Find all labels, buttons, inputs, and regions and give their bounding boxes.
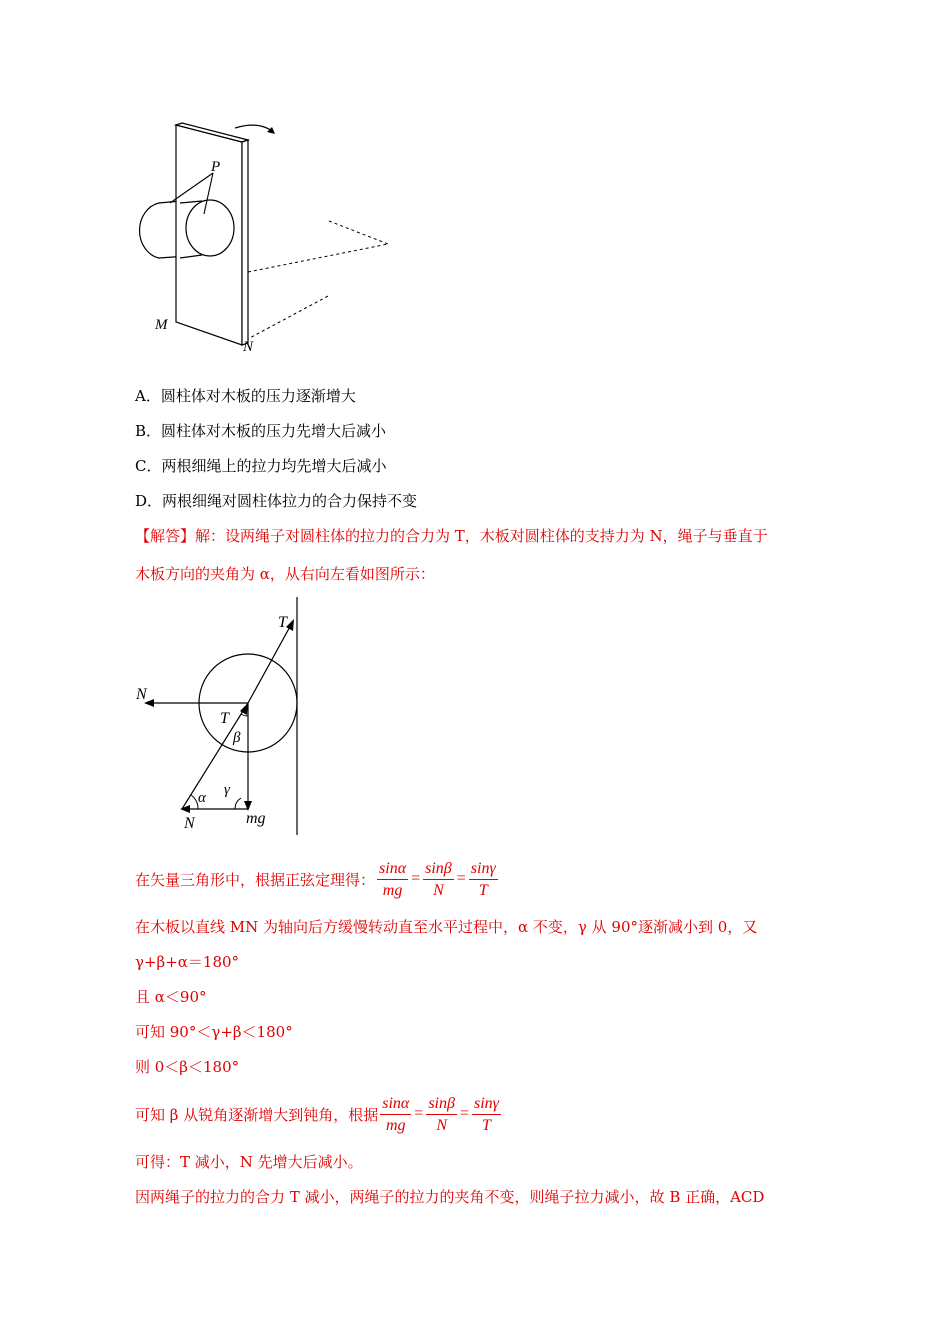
label-n-left: N (136, 686, 147, 703)
sine-law-row-2: 可知 β 从锐角逐渐增大到钝角，根据 $\frac{\sin\alpha}{mg}$ = $\frac{\sin\beta}{N}$ = $\frac{\sin\gamma}{T}$ (135, 1094, 499, 1134)
fraction-gamma-2: $\frac{\sin\gamma}{T}$ (474, 1094, 499, 1134)
fraction-beta: $\frac{\sin\beta}{N}$ (425, 859, 452, 899)
rotation-arrow (235, 125, 272, 131)
figure-board-cylinder (130, 115, 400, 360)
label-p: P (211, 159, 221, 175)
label-t-top: T (278, 614, 287, 631)
answer-tag: 【解答】 (135, 527, 196, 545)
figure-force-diagram (128, 595, 313, 840)
fraction-alpha-2: $\frac{\sin\alpha}{mg}$ (382, 1094, 410, 1134)
fraction-beta-2: $\frac{\sin\beta}{N}$ (428, 1094, 455, 1134)
label-t-mid: T (220, 710, 229, 727)
label-mg: mg (246, 810, 266, 827)
label-n: N (243, 339, 254, 355)
step-2: γ+β+α＝180° (135, 953, 240, 971)
conclusion-2: 因两绳子的拉力的合力 T 减小，两绳子的拉力的夹角不变，则绳子拉力减小，故 B 正确，ACD (135, 1188, 765, 1206)
label-beta: β (233, 730, 241, 746)
label-gamma: γ (224, 782, 230, 798)
sine-law-prefix-2: 可知 β 从锐角逐渐增大到钝角，根据 (135, 1105, 379, 1124)
n-arrowhead-bottom (180, 805, 190, 813)
sine-law-prefix: 在矢量三角形中，根据正弦定理得： (135, 870, 376, 889)
answer-line-2: 木板方向的夹角为 α，从右向左看如图所示： (135, 565, 435, 583)
label-alpha: α (198, 790, 206, 806)
answer-line-1 (135, 526, 768, 546)
t-arrowhead-top (286, 619, 294, 631)
answer-text-1: 解：设两绳子对圆柱体的拉力的合力为 T，木板对圆柱体的支持力为 N，绳子与垂直于 (195, 527, 768, 545)
step-1: 在木板以直线 MN 为轴向后方缓慢转动直至水平过程中，α 不变，γ 从 90°逐渐减小到 0，又 (135, 918, 758, 936)
option-b: B．圆柱体对木板的压力先增大后减小 (135, 422, 387, 440)
option-a: A．圆柱体对木板的压力逐渐增大 (135, 387, 356, 405)
step-4: 可知 90°＜γ+β＜180° (135, 1023, 293, 1041)
step-5: 则 0＜β＜180° (135, 1058, 240, 1076)
option-c: C．两根细绳上的拉力均先增大后减小 (135, 457, 387, 475)
step-3: 且 α＜90° (135, 988, 207, 1006)
label-n-bottom: N (184, 815, 195, 832)
fraction-gamma: $\frac{\sin\gamma}{T}$ (470, 859, 496, 899)
label-m: M (155, 317, 168, 333)
cylinder-end (186, 200, 234, 256)
option-d: D．两根细绳对圆柱体拉力的合力保持不变 (135, 492, 418, 510)
sine-law-row: 在矢量三角形中，根据正弦定理得： $\frac{\sin\alpha}{mg}$ = $\frac{\sin\beta}{N}$ = $\frac{\sin\gamma}{T}$ (135, 859, 496, 899)
conclusion-1: 可得：T 减小，N 先增大后减小。 (135, 1153, 363, 1171)
fraction-alpha: $\frac{\sin\alpha}{mg}$ (379, 859, 407, 899)
